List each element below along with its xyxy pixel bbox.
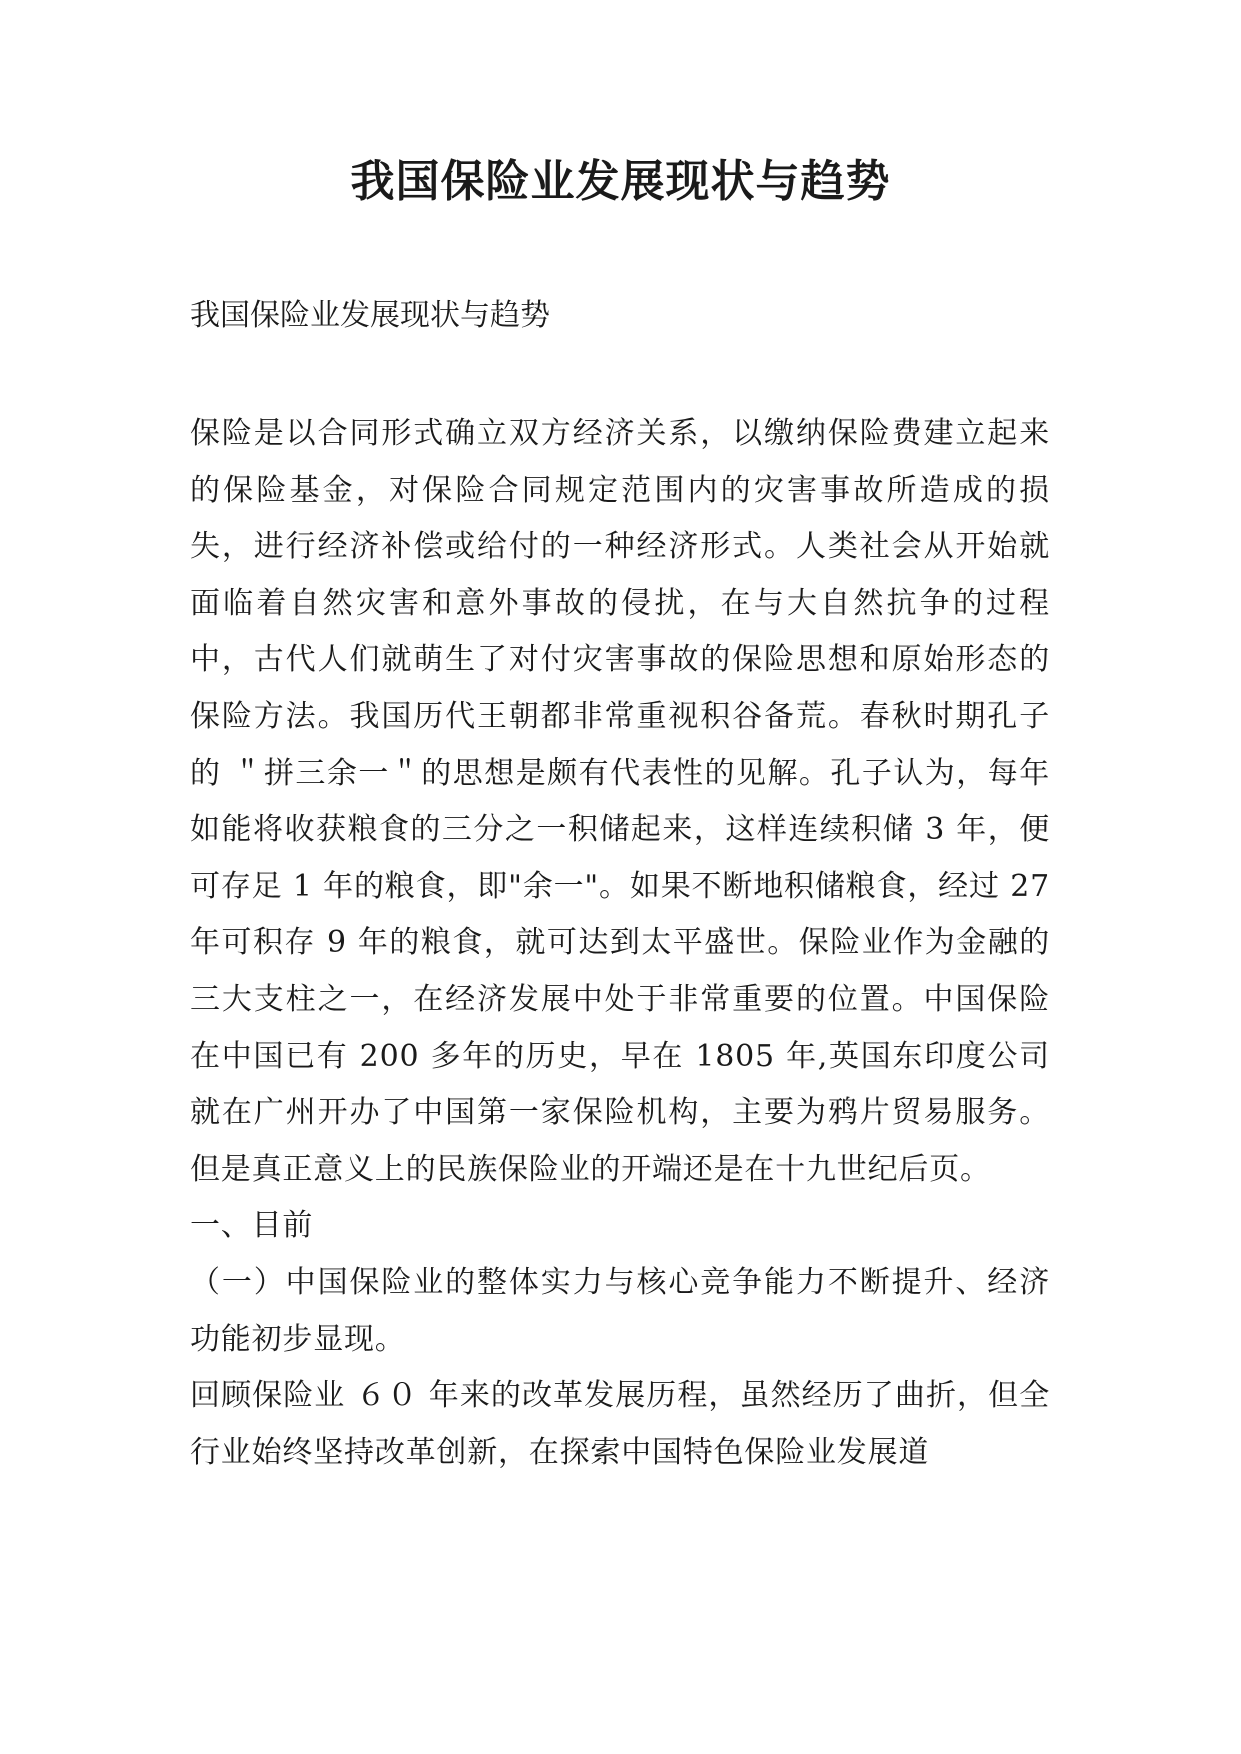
document-body (190, 406, 1050, 1481)
document-title: 我国保险业发展现状与趋势 (350, 156, 891, 207)
section-heading: 一、目前 (190, 1208, 314, 1244)
document-subtitle: 我国保险业发展现状与趋势 (190, 298, 550, 333)
subsection-heading: （一）中国保险业的整体实力与核心竞争能力不断提升、经济功能初步显现。 (190, 1264, 1050, 1357)
intro-paragraph: 保险是以合同形式确立双方经济关系，以缴纳保险费建立起来的保险基金，对保险合同规定范围内的灾害事故所造成的损失，进行经济补偿或给付的一种经济形式。人类社会从开始就面临着自然灾害和意外事故的侵扰，在与大自然抗争的过程中，古代人们就萌生了对付灾害事故的保险思想和原始形态的保险方法。我国历代王朝都非常重视积谷备荒。春秋时期孔子的 ＂拼三余一＂的思想是颇有代表性的见解。孔子认为，每年如能将收获粮食的三分之一积储起来，这样连续积储 3 年，便可存足 1 年的粮食，即"余一"。如果不断地积储粮食，经过 27 年可积存 9 年的粮食，就可达到太平盛世。保险业作为金融的三大支柱之一，在经济发展中处于非常重要的位置。中国保险在中国已有 200 多年的历史，早在 1805 年,英国东印度公司就在广州开办了中国第一家保险机构，主要为鸦片贸易服务。但是真正意义上的民族保险业的开端还是在十九世纪后页。 (190, 416, 1050, 1187)
body-paragraph: 回顾保险业 ６０ 年来的改革发展历程，虽然经历了曲折，但全行业始终坚持改革创新，在探索中国特色保险业发展道 (190, 1378, 1050, 1470)
